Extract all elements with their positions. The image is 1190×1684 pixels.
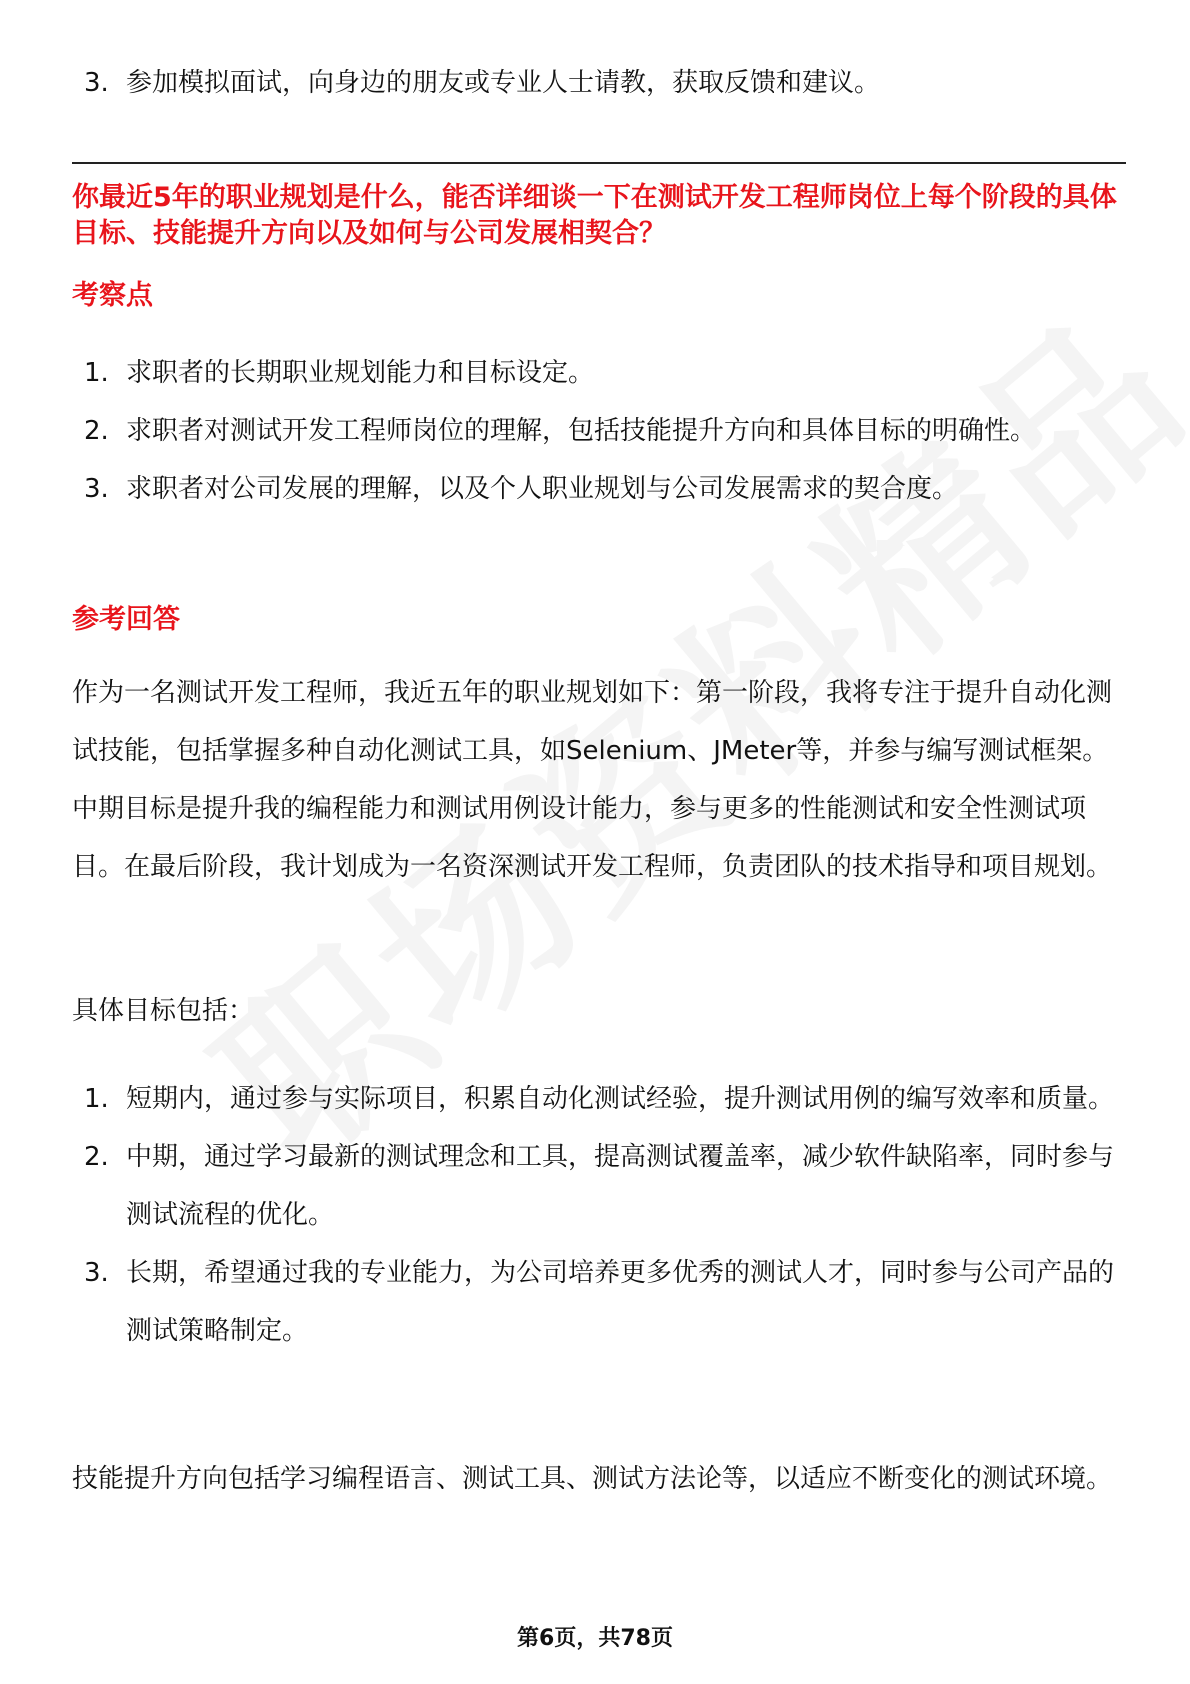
list-number: 1. xyxy=(84,358,109,388)
list-number: 3. xyxy=(84,68,109,98)
previous-list xyxy=(72,54,1126,112)
list-item-text: 求职者对公司发展的理解，以及个人职业规划与公司发展需求的契合度。 xyxy=(126,474,959,504)
list-number: 2. xyxy=(84,1142,109,1172)
points-list xyxy=(72,344,1126,518)
list-number: 3. xyxy=(84,474,109,504)
list-number: 3. xyxy=(84,1258,109,1288)
list-item xyxy=(72,402,1126,460)
list-item-text: 长期，希望通过我的专业能力，为公司培养更多优秀的测试人才，同时参与公司产品的测试策略制定。 xyxy=(126,1258,1115,1346)
answer-heading: 参考回答 xyxy=(72,604,180,635)
section-divider xyxy=(72,162,1126,164)
list-item xyxy=(72,54,1126,112)
list-item xyxy=(72,1070,1126,1128)
list-item-text: 求职者的长期职业规划能力和目标设定。 xyxy=(126,358,595,388)
goals-label: 具体目标包括： xyxy=(72,996,255,1026)
answer-paragraph: 作为一名测试开发工程师，我近五年的职业规划如下：第一阶段，我将专注于提升自动化测试技能，包括掌握多种自动化测试工具，如Selenium、JMeter等，并参与编写测试框架。中期目标是提升我的编程能力和测试用例设计能力，参与更多的性能测试和安全性测试项目。在最后阶段，我计划成为一名资深测试开发工程师，负责团队的技术指导和项目规划。 xyxy=(72,678,1113,882)
question-heading: 你最近5年的职业规划是什么，能否详细谈一下在测试开发工程师岗位上每个阶段的具体目标、技能提升方向以及如何与公司发展相契合？ xyxy=(72,182,1117,249)
page-number-footer: 第6页，共78页 xyxy=(517,1626,673,1651)
list-item-text: 参加模拟面试，向身边的朋友或专业人士请教，获取反馈和建议。 xyxy=(126,68,881,98)
list-item-text: 短期内，通过参与实际项目，积累自动化测试经验，提升测试用例的编写效率和质量。 xyxy=(126,1084,1115,1114)
goals-list xyxy=(72,1070,1126,1360)
list-item xyxy=(72,344,1126,402)
list-number: 2. xyxy=(84,416,109,446)
list-item-text: 中期，通过学习最新的测试理念和工具，提高测试覆盖率，减少软件缺陷率，同时参与测试流程的优化。 xyxy=(126,1142,1115,1230)
points-heading: 考察点 xyxy=(72,280,153,311)
list-item xyxy=(72,460,1126,518)
list-item xyxy=(72,1128,1126,1244)
list-number: 1. xyxy=(84,1084,109,1114)
list-item-text: 求职者对测试开发工程师岗位的理解，包括技能提升方向和具体目标的明确性。 xyxy=(126,416,1037,446)
list-item xyxy=(72,1244,1126,1360)
skills-paragraph: 技能提升方向包括学习编程语言、测试工具、测试方法论等，以适应不断变化的测试环境。 xyxy=(72,1464,1113,1494)
